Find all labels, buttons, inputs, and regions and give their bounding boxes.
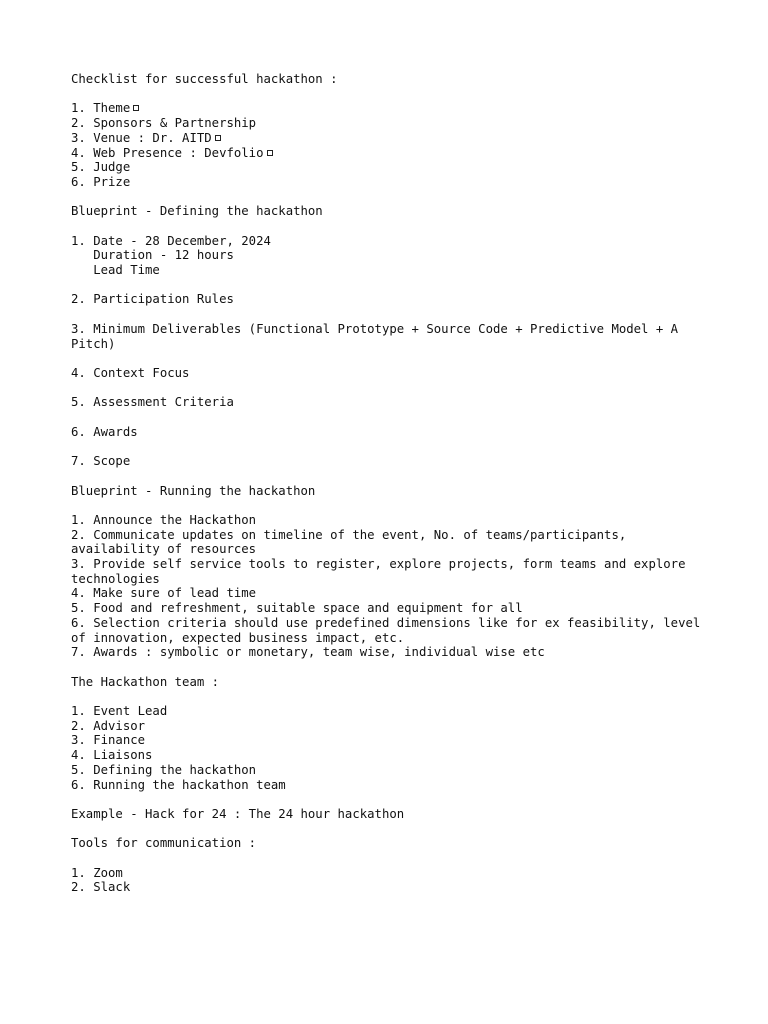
- team-item: 5. Defining the hackathon: [71, 762, 257, 777]
- team-item: 6. Running the hackathon team: [71, 777, 286, 792]
- tools-heading: Tools for communication :: [71, 836, 257, 851]
- checklist-item-text: 1. Theme: [71, 101, 131, 116]
- run-item: 2. Communicate updates on timeline of the event, No. of teams/participants, availability of resources: [71, 527, 634, 557]
- checklist-item: [71, 131, 711, 146]
- checklist-item-text: 4. Web Presence : Devfolio: [71, 145, 264, 160]
- run-item: 6. Selection criteria should use predefined dimensions like for ex feasibility, level of innovation, expected business impact, etc.: [71, 615, 708, 645]
- define-item: 5. Assessment Criteria: [71, 395, 234, 410]
- tools-item: 2. Slack: [71, 880, 131, 895]
- define-item: 1. Date - 28 December, 2024: [71, 233, 271, 248]
- checklist-item: 6. Prize: [71, 174, 131, 189]
- example-text: Example - Hack for 24 : The 24 hour hackathon: [71, 806, 405, 821]
- run-item: 5. Food and refreshment, suitable space and equipment for all: [71, 601, 523, 616]
- define-item: 4. Context Focus: [71, 365, 190, 380]
- checklist-item-text: 3. Venue : Dr. AITD: [71, 130, 212, 145]
- define-item: 6. Awards: [71, 424, 138, 439]
- run-item: 3. Provide self service tools to register, explore projects, form teams and explore technologies: [71, 557, 693, 586]
- checklist-item: 5. Judge: [71, 160, 131, 175]
- document-page: [71, 72, 711, 895]
- run-item: 7. Awards : symbolic or monetary, team wise, individual wise etc: [71, 645, 545, 660]
- blueprint-define-heading: Blueprint - Defining the hackathon: [71, 204, 323, 219]
- define-subitem: Duration - 12 hours: [71, 248, 234, 263]
- checklist-item: [71, 146, 711, 161]
- team-heading: The Hackathon team :: [71, 674, 220, 689]
- team-item: 1. Event Lead: [71, 704, 168, 719]
- define-item: 2. Participation Rules: [71, 292, 234, 307]
- blueprint-run-heading: Blueprint - Running the hackathon: [71, 483, 316, 498]
- placeholder-box-icon: [215, 135, 221, 141]
- define-item: 3. Minimum Deliverables (Functional Prototype + Source Code + Predictive Model + A Pitch): [71, 321, 686, 351]
- define-subitem: Lead Time: [71, 263, 160, 278]
- checklist-item: [71, 101, 711, 116]
- placeholder-box-icon: [133, 105, 139, 111]
- define-item: 7. Scope: [71, 454, 131, 469]
- team-item: 3. Finance: [71, 733, 146, 748]
- checklist-heading: Checklist for successful hackathon :: [71, 72, 338, 86]
- tools-item: 1. Zoom: [71, 865, 123, 880]
- team-item: 4. Liaisons: [71, 748, 153, 763]
- team-item: 2. Advisor: [71, 718, 146, 733]
- checklist-item: 2. Sponsors & Partnership: [71, 116, 257, 131]
- run-item: 4. Make sure of lead time: [71, 586, 257, 601]
- placeholder-box-icon: [267, 150, 273, 156]
- run-item: 1. Announce the Hackathon: [71, 512, 257, 527]
